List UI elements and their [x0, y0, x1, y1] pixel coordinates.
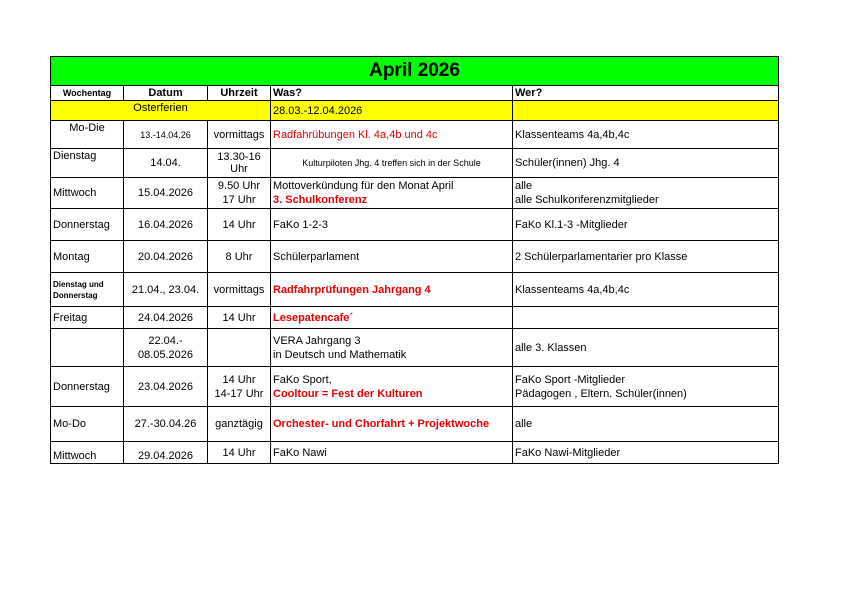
table-row: [51, 367, 779, 407]
zeit-line-1: 13.30-16: [217, 151, 261, 163]
cell-wer: Klassenteams 4a,4b,4c: [513, 273, 779, 307]
cell-tag: Montag: [51, 241, 124, 273]
table-row: [51, 241, 779, 273]
cell-zeit: [208, 178, 271, 209]
cell-wer: alle: [513, 407, 779, 442]
cell-zeit: vormittags: [208, 273, 271, 307]
zeit-line-2: 17 Uhr: [222, 194, 256, 206]
cell-datum: 27.-30.04.26: [124, 407, 208, 442]
table-row: [51, 209, 779, 241]
table-row: [51, 329, 779, 367]
was-line-2: 3. Schulkonferenz: [273, 194, 368, 206]
table-row: [51, 407, 779, 442]
cell-tag: Mo-Die: [51, 121, 124, 149]
cell-tag: Donnerstag: [51, 209, 124, 241]
cell-datum: 20.04.2026: [124, 241, 208, 273]
cell-was: Kulturpiloten Jhg. 4 treffen sich in der Schule: [271, 149, 513, 178]
datum-line-1: 22.04.-: [148, 334, 183, 347]
wer-line-2: Pädagogen , Eltern. Schüler(innen): [515, 387, 687, 400]
cell-datum: 16.04.2026: [124, 209, 208, 241]
cell-zeit: ganztägig: [208, 407, 271, 442]
wer-line-2: alle Schulkonferenzmitglieder: [515, 194, 659, 206]
table-row: [51, 442, 779, 464]
header-wer: Wer?: [513, 86, 779, 101]
was-line-1: VERA Jahrgang 3: [273, 334, 361, 347]
cell-wer: alle 3. Klassen: [513, 329, 779, 367]
header-row: [51, 86, 779, 101]
zeit-line-1: 14 Uhr: [222, 373, 256, 386]
was-line-1: FaKo Sport,: [273, 373, 332, 386]
cell-was: Radfahrübungen Kl. 4a,4b und 4c: [271, 121, 513, 149]
cell-zeit: [208, 149, 271, 178]
wer-line-1: FaKo Sport -Mitglieder: [515, 373, 626, 386]
zeit-line-2: 14-17 Uhr: [214, 387, 264, 400]
cell-was: Schülerparlament: [271, 241, 513, 273]
cell-zeit: vormittags: [208, 121, 271, 149]
ferien-range: 28.03.-12.04.2026: [271, 101, 513, 121]
cell-tag: Donnerstag: [51, 367, 124, 407]
ferien-row: [51, 101, 779, 121]
cell-was: Orchester- und Chorfahrt + Projektwoche: [271, 407, 513, 442]
cell-tag: Mittwoch: [51, 442, 124, 464]
wer-line-1: alle: [515, 180, 533, 192]
cell-datum: 15.04.2026: [124, 178, 208, 209]
tag-line-2: Donnerstag: [53, 290, 98, 300]
cell-was: Lesepatencafe´: [271, 307, 513, 329]
table-row: [51, 273, 779, 307]
cell-zeit: 14 Uhr: [208, 209, 271, 241]
was-line-2: in Deutsch und Mathematik: [273, 348, 407, 361]
cell-tag: [51, 273, 124, 307]
datum-line-2: 08.05.2026: [137, 348, 194, 361]
table-row: [51, 121, 779, 149]
cell-wer: Schüler(innen) Jhg. 4: [513, 149, 779, 178]
calendar-table: [50, 56, 779, 464]
header-uhrzeit: Uhrzeit: [208, 86, 271, 101]
header-datum: Datum: [124, 86, 208, 101]
cell-zeit: 14 Uhr: [208, 442, 271, 464]
table-row: [51, 307, 779, 329]
cell-was: [271, 178, 513, 209]
cell-tag: Dienstag: [51, 149, 124, 178]
cell-wer: [513, 307, 779, 329]
cell-wer: [513, 367, 779, 407]
cell-wer: 2 Schülerparlamentarier pro Klasse: [513, 241, 779, 273]
title-row: [51, 57, 779, 86]
zeit-line-2: Uhr: [230, 163, 248, 175]
cell-wer: [513, 178, 779, 209]
cell-datum: 14.04.: [124, 149, 208, 178]
cell-zeit: 8 Uhr: [208, 241, 271, 273]
cell-tag: Mo-Do: [51, 407, 124, 442]
ferien-label: Osterferien: [51, 101, 271, 121]
cell-wer: Klassenteams 4a,4b,4c: [513, 121, 779, 149]
zeit-line-1: 9.50 Uhr: [217, 180, 261, 192]
cell-datum: [124, 329, 208, 367]
header-was: Was?: [271, 86, 513, 101]
header-wochentag: Wochentag: [51, 86, 124, 101]
tag-line-1: Dienstag und: [53, 279, 104, 289]
cell-zeit: [208, 367, 271, 407]
cell-tag: [51, 329, 124, 367]
was-line-1: Mottoverkündung für den Monat April: [273, 180, 454, 192]
cell-tag: Freitag: [51, 307, 124, 329]
cell-zeit: [208, 329, 271, 367]
cell-wer: FaKo Nawi-Mitglieder: [513, 442, 779, 464]
table-row: [51, 149, 779, 178]
cell-datum: 29.04.2026: [124, 442, 208, 464]
cell-datum: 24.04.2026: [124, 307, 208, 329]
month-title: April 2026: [51, 57, 779, 86]
cell-wer: FaKo Kl.1-3 -Mitglieder: [513, 209, 779, 241]
was-line-2: Cooltour = Fest der Kulturen: [273, 387, 423, 400]
table-row: [51, 178, 779, 209]
cell-datum: 23.04.2026: [124, 367, 208, 407]
cell-zeit: 14 Uhr: [208, 307, 271, 329]
ferien-empty: [513, 101, 779, 121]
cell-was: [271, 329, 513, 367]
cell-datum: 13.-14.04.26: [124, 121, 208, 149]
cell-was: Radfahrprüfungen Jahrgang 4: [271, 273, 513, 307]
cell-was: FaKo 1-2-3: [271, 209, 513, 241]
cell-was: [271, 367, 513, 407]
cell-tag: Mittwoch: [51, 178, 124, 209]
cell-datum: 21.04., 23.04.: [124, 273, 208, 307]
cell-was: FaKo Nawi: [271, 442, 513, 464]
